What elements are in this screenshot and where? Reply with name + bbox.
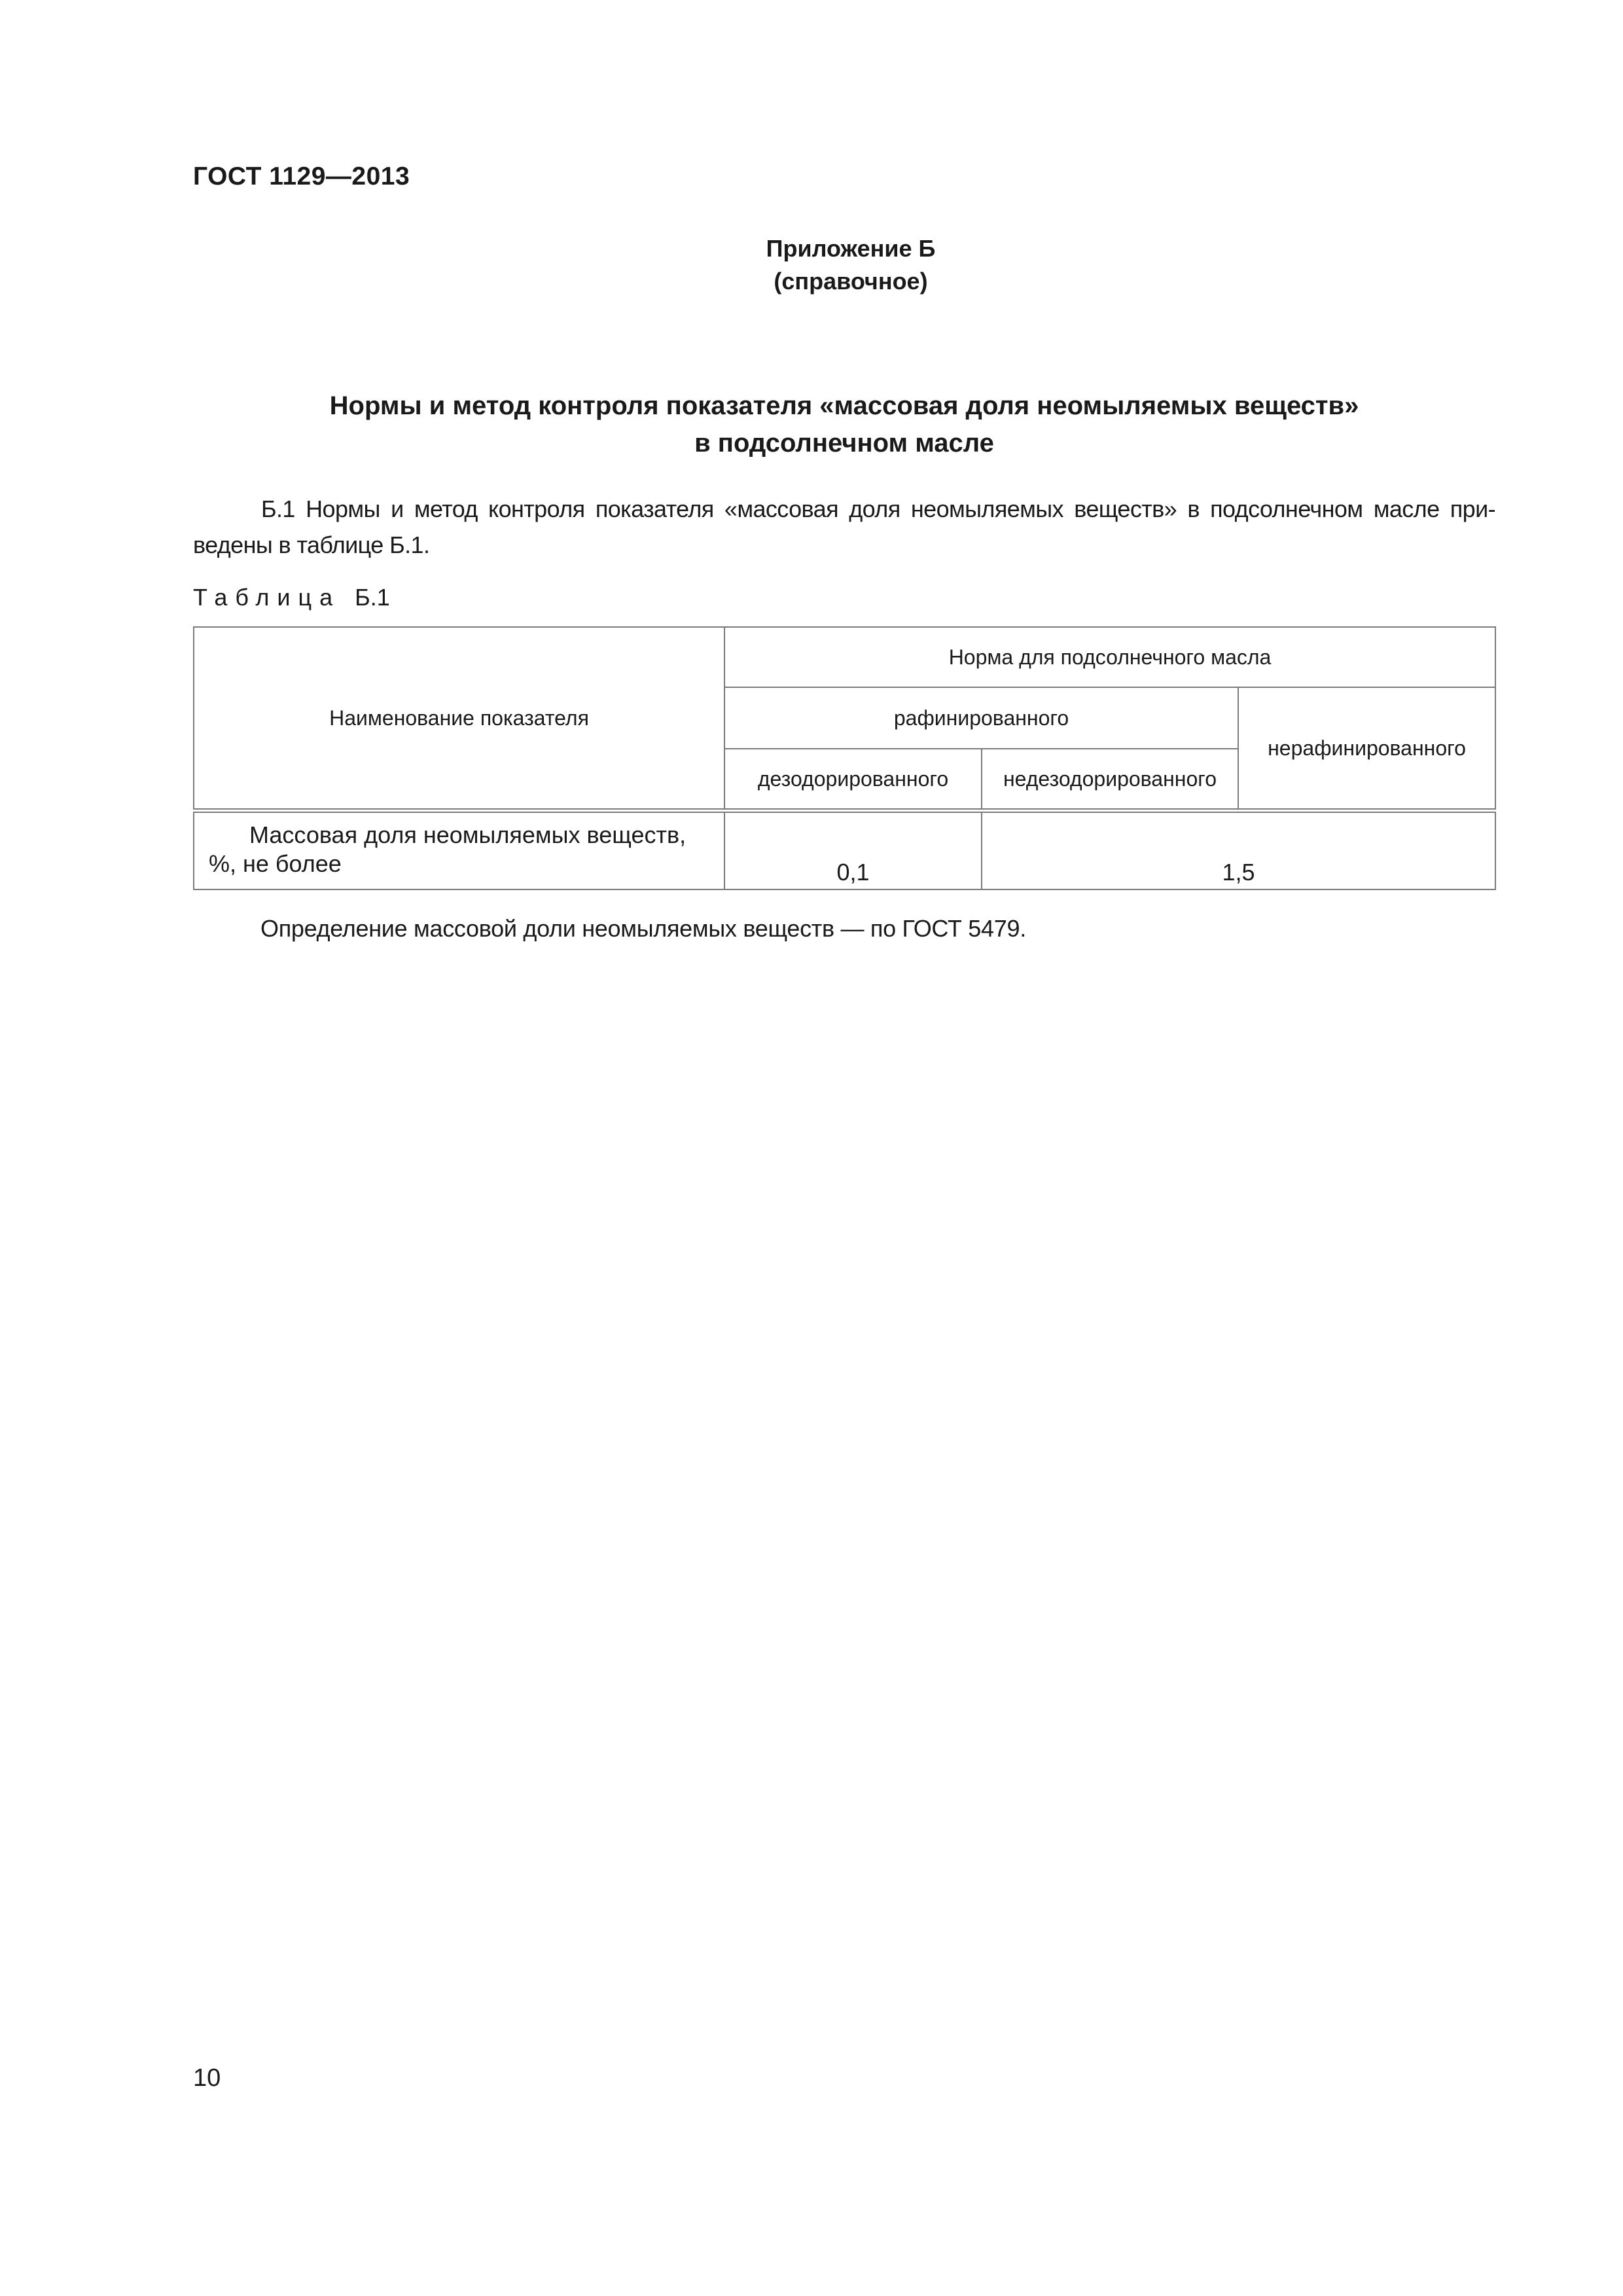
appendix-title: Приложение Б xyxy=(766,235,936,262)
value-deodorized: 0,1 xyxy=(724,811,982,890)
header-norm: Норма для подсолнечного масла xyxy=(724,627,1495,687)
method-note: Определение массовой доли неомыляемых веществ — по ГОСТ 5479. xyxy=(260,915,1026,942)
row-indicator-line-1: Массовая доля неомыляемых веществ, xyxy=(249,821,687,848)
header-unrefined: нерафинированного xyxy=(1238,687,1495,811)
norms-table xyxy=(193,626,1496,890)
header-undeodorized: недезодорированного xyxy=(982,749,1238,811)
page-number: 10 xyxy=(193,2064,221,2092)
header-refined: рафинированного xyxy=(724,687,1238,749)
row-indicator-name xyxy=(194,811,724,890)
table-caption xyxy=(193,584,390,611)
section-title xyxy=(193,387,1495,462)
table-header-row xyxy=(194,627,1495,687)
header-indicator: Наименование показателя xyxy=(194,627,724,811)
section-title-line-2: в подсолнечном масле xyxy=(694,429,994,457)
header-deodorized: дезодорированного xyxy=(724,749,982,811)
table-row xyxy=(194,811,1495,890)
table-caption-number: Б.1 xyxy=(355,584,390,611)
appendix-heading xyxy=(0,232,1623,298)
value-other: 1,5 xyxy=(982,811,1495,890)
body-paragraph: Б.1 Нормы и метод контроля показателя «массовая доля неомыляемых веществ» в подсолнечном масле при-ведены в таблице Б.1. xyxy=(193,495,1495,558)
document-code: ГОСТ 1129—2013 xyxy=(193,162,410,190)
section-title-line-1: Нормы и метод контроля показателя «массовая доля неомыляемых веществ» xyxy=(329,391,1359,420)
row-indicator-line-2: %, не более xyxy=(209,850,342,877)
appendix-status: (справочное) xyxy=(774,268,928,295)
table-caption-word: Таблица xyxy=(193,584,341,611)
